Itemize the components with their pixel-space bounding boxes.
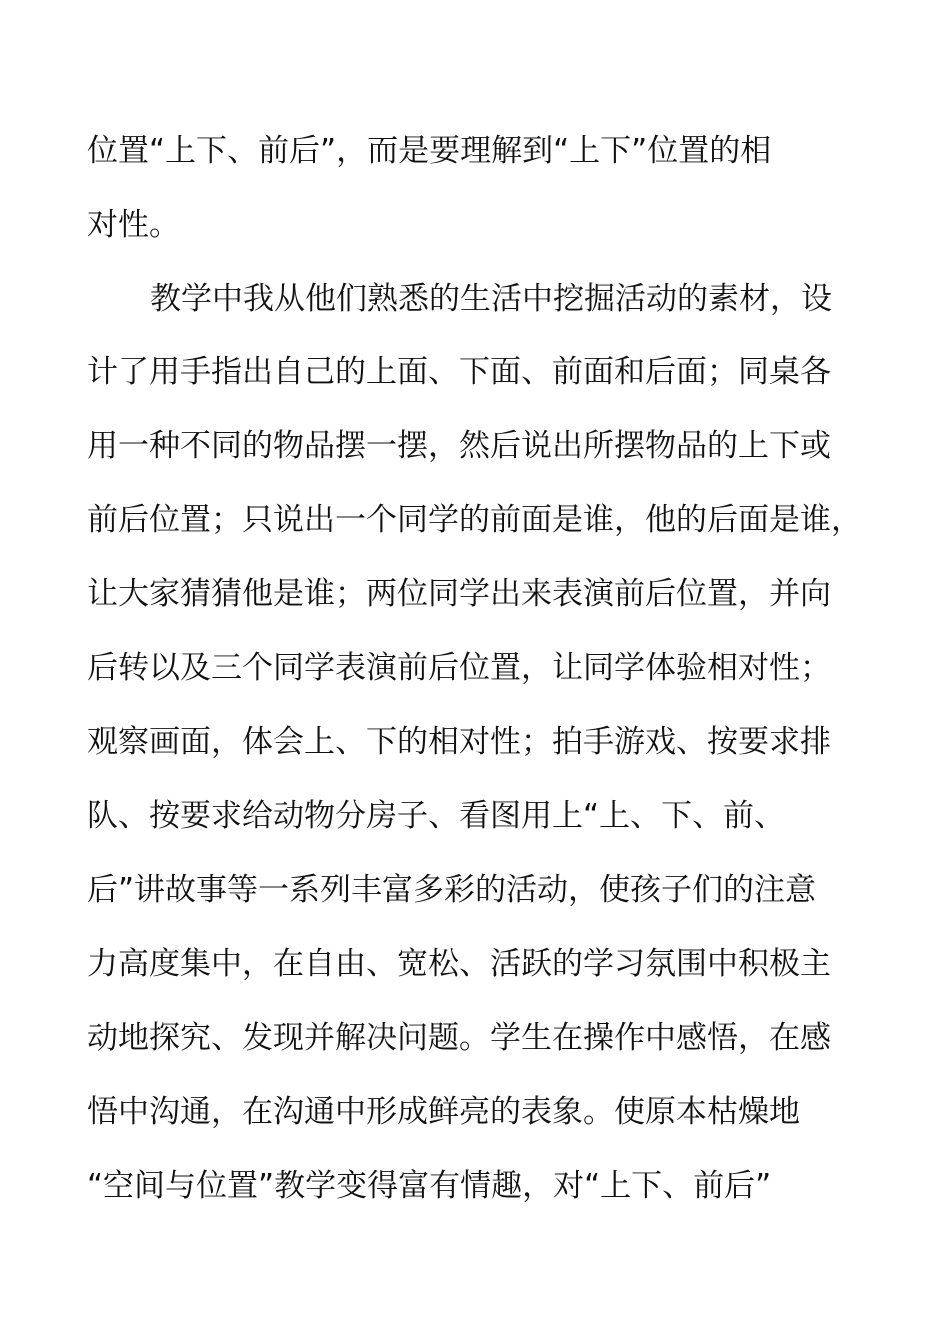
text-line: 前后位置；只说出一个同学的前面是谁，他的后面是谁， [87, 502, 862, 538]
text-line: 队、按要求给动物分房子、看图用上“上、下、前、 [87, 798, 786, 834]
text-line: 计了用手指出自己的上面、下面、前面和后面；同桌各 [87, 354, 831, 390]
text-line: 动地探究、发现并解决问题。学生在操作中感悟，在感 [87, 1020, 831, 1056]
text-line: 观察画面，体会上、下的相对性；拍手游戏、按要求排 [87, 724, 831, 760]
text-line: 力高度集中，在自由、宽松、活跃的学习氛围中积极主 [87, 946, 831, 982]
text-line: 后转以及三个同学表演前后位置，让同学体验相对性； [87, 650, 831, 686]
text-line: 让大家猜猜他是谁；两位同学出来表演前后位置，并向 [87, 576, 831, 612]
text-line: 位置“上下、前后”，而是要理解到“上下”位置的相 [87, 133, 772, 169]
paragraph-first-line: 教学中我从他们熟悉的生活中挖掘活动的素材，设 [150, 281, 832, 317]
text-line: 后”讲故事等一系列丰富多彩的活动，使孩子们的注意 [87, 872, 817, 908]
text-line: 悟中沟通，在沟通中形成鲜亮的表象。使原本枯燥地 [87, 1094, 800, 1130]
text-line: “空间与位置”教学变得富有情趣，对“上下、前后” [87, 1168, 772, 1204]
text-line: 用一种不同的物品摆一摆，然后说出所摆物品的上下或 [87, 428, 831, 464]
text-line: 对性。 [87, 207, 180, 243]
